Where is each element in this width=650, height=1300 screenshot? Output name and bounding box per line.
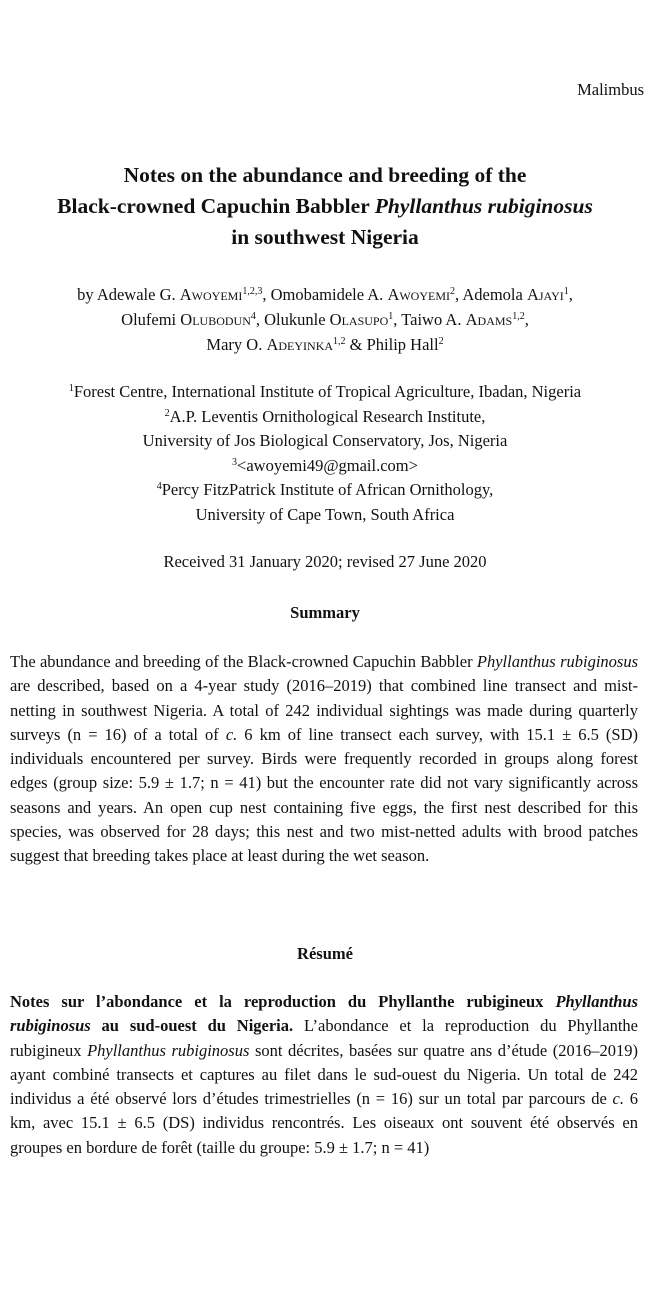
author-first-name: Mary O. <box>206 335 263 354</box>
resume-paragraph <box>10 990 638 1160</box>
title-common-name: Black-crowned Capuchin Babbler <box>57 194 375 218</box>
author-first-name: Adewale G. <box>96 285 176 304</box>
summary-text: The abundance and breeding of the Black-crowned Capuchin Babbler <box>10 652 477 671</box>
affiliation-4 <box>0 478 650 503</box>
author-affil-sup: 1,2 <box>512 311 525 322</box>
resume-heading: Résumé <box>297 944 353 963</box>
author-affil-sup: 1 <box>388 311 394 322</box>
author-affil-sup: 4 <box>250 311 256 322</box>
affil-text: Percy FitzPatrick Institute of African Ornithology, <box>161 480 494 499</box>
summary-paragraph <box>10 650 638 869</box>
resume-text: L’abondance et la reproduction du Phyllanthe rubigineux <box>10 1016 638 1060</box>
author-line-2: Olufemi Olubodun$^4$, Olukunle Olasupo$^1$, Taiwo A. Adams$^{1,2}$, <box>121 310 529 329</box>
affiliation-1 <box>0 380 650 405</box>
author-affil-sup: 1,2,3 <box>242 286 263 297</box>
affil-sup: 4 <box>156 481 162 492</box>
species-name: Phyllanthus rubiginosus <box>87 1040 250 1060</box>
email-address: <awoyemi49@gmail.com> <box>237 455 418 475</box>
received-dates: Received 31 January 2020; revised 27 June 2020 <box>163 552 487 571</box>
article-title <box>0 160 650 253</box>
affiliation-2 <box>0 405 650 430</box>
affiliation-4-cont: University of Cape Town, South Africa <box>195 504 455 524</box>
title-species-name: Phyllanthus rubiginosus <box>374 194 593 218</box>
author-surname: Ajayi <box>526 285 564 304</box>
affil-sup: 2 <box>164 407 170 419</box>
author-surname: Awoyemi <box>179 285 243 304</box>
author-affil-sup: 2 <box>450 286 456 297</box>
affiliation-3-email <box>0 454 650 479</box>
author-affil-sup: 2 <box>438 336 444 347</box>
affiliation-2-cont: University of Jos Biological Conservatory, Jos, Nigeria <box>142 431 508 450</box>
author-surname: Adeyinka <box>266 335 334 354</box>
affil-sup: 1 <box>68 383 74 394</box>
resume-text: 6 km, avec 15.1 ± 6.5 (DS) individus rencontrés. Les oiseaux ont souvent été observés en groupes en bordure de forêt (taille du groupe: 5.9 ± 1.7; n = 41) <box>10 1089 638 1157</box>
author-surname: Adams <box>465 310 513 329</box>
affil-text: Forest Centre, International Institute of Tropical Agriculture, Ibadan, Nigeria <box>73 382 582 401</box>
author-first-name: Olufemi <box>121 310 177 329</box>
journal-name: Malimbus <box>577 80 644 99</box>
circa-abbrev: c. <box>612 1089 624 1109</box>
author-line-1: by Adewale G. Awoyemi$^{1,2,3}$, Omobamidele A. Awoyemi$^2$, Ademola Ajayi$^1$, <box>77 285 573 304</box>
resume-title-text: Notes sur l’abondance et la reproduction du Phyllanthe rubigineux <box>10 992 556 1011</box>
summary-text: are described, based on a 4-year study (2016–2019) that combined line transect and mist-netting in southwest Nigeria. A total of 242 individual sightings was made during quarterly surveys (n = 16) of a total of <box>10 676 638 744</box>
author-first-name: Taiwo A. <box>401 310 462 329</box>
author-first-name: Ademola <box>462 285 523 304</box>
resume-title-text: au sud-ouest du Nigeria. <box>90 1016 294 1036</box>
title-line-1: Notes on the abundance and breeding of the <box>123 163 527 187</box>
author-first-name: Olukunle <box>264 310 326 329</box>
author-line-3 <box>0 332 650 357</box>
species-name: Phyllanthus rubiginosus <box>10 992 638 1036</box>
title-line-2 <box>0 191 650 222</box>
author-first-name: Omobamidele A. <box>270 285 384 304</box>
by-label: by <box>77 285 94 304</box>
resume-text: sont décrites, basées sur quatre ans d’étude (2016–2019) ayant combiné transects et captures au filet dans le sud-ouest du Nigeria. Un total de 242 individus a été observé lors d’études trimestrielles (n = 16) sur un total par parcours de <box>10 1040 638 1109</box>
author-affil-sup: 1,2 <box>333 336 346 347</box>
author-surname: Olubodun <box>180 310 251 329</box>
summary-text: 6 km of line transect each survey, with 15.1 ± 6.5 (SD) individuals encountered per survey. Birds were frequently recorded in groups along forest edges (group size: 5.9 ± 1.7; n = 41) but the encounter rate did not vary significantly across seasons and years. An open cup nest containing five eggs, the first nest described for this species, was observed for 28 days; this nest and two mist-netted adults with brood patches suggest that breeding takes place at least during the wet season. <box>10 724 638 866</box>
summary-heading: Summary <box>290 603 360 622</box>
affil-text: A.P. Leventis Ornithological Research Institute, <box>169 406 486 426</box>
title-line-3: in southwest Nigeria <box>231 225 419 249</box>
author-last-name: & Philip Hall <box>349 335 439 354</box>
circa-abbrev: c. <box>225 724 238 744</box>
author-affil-sup: 1 <box>563 286 569 297</box>
affil-sup: 3 <box>232 456 238 468</box>
author-list <box>0 282 650 357</box>
author-surname: Awoyemi <box>387 285 451 304</box>
affiliations <box>0 380 650 527</box>
author-surname: Olasupo <box>329 310 389 329</box>
species-name: Phyllanthus rubiginosus <box>476 652 638 671</box>
